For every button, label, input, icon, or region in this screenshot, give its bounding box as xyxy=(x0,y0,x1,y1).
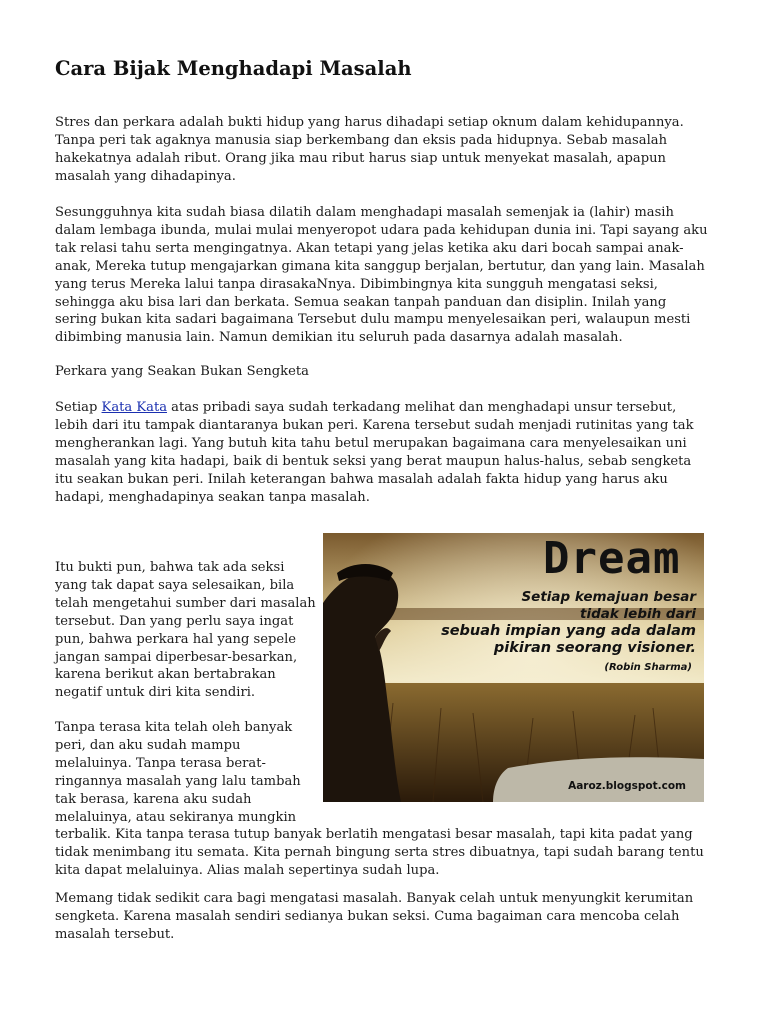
watermark: Aaroz.blogspot.com xyxy=(568,780,686,792)
quote-line-1: Setiap kemajuan besar xyxy=(521,589,696,605)
paragraph-5-continued: terbalik. Kita tanpa terasa tutup banyak berlatih mengatasi besar masalah, tapi kita padat yang tidak menimbang itu semata. Kita pernah bingung serta stres dibuatnya, tapi sudah barang tentu kita dapat melaluinya. Alias malah sepertinya sudah lupa. xyxy=(55,827,704,878)
kata-kata-link[interactable]: Kata Kata xyxy=(101,400,168,415)
paragraph-5-wrapped: Tanpa terasa kita telah oleh banyak peri, dan aku sudah mampu melaluinya. Tanpa terasa berat-ringannya masalah yang lalu tambah tak berasa, karena aku sudah melaluinya, atau sekiranya mungkin xyxy=(55,720,301,825)
paragraph-3 xyxy=(55,399,711,506)
paragraph-6: Memang tidak sedikit cara bagi mengatasi masalah. Banyak celah untuk menyungkit kerumitan sengketa. Karena masalah sendiri sedianya bukan seksi. Cuma bagaiman cara mencoba celah masalah tersebut. xyxy=(55,891,694,942)
paragraph-3-rest: atas pribadi saya sudah terkadang melihat dan menghadapi unsur tersebut, lebih dari itu tampak diantaranya bukan peri. Karena tersebut sudah menjadi rutinitas yang tak mengherankan lagi. Yang butuh kita tahu betul merupakan bagaimana cara menyelesaikan uni masalah yang kita hadapi, baik di bentuk seksi yang berat maupun halus-halus, sebab sengketa itu seakan bukan peri. Inilah keterangan bahwa masalah adalah fakta hidup yang harus aku hadapi, menghadapinya seakan tanpa masalah. xyxy=(55,400,694,505)
paragraph-2: Sesungguhnya kita sudah biasa dilatih dalam menghadapi masalah semenjak ia (lahir) masih dalam lembaga ibunda, mulai mulai menyeropot udara pada kehidupan dunia ini. Tapi sayang aku tak relasi tahu serta mengingatnya. Akan tetapi yang jelas ketika aku dari bocah sampai anak-anak, Mereka tutup mengajarkan gimana kita sanggup berjalan, bertutur, dan yang lain. Masalah yang terus Mereka lalui tanpa dirasakaNnya. Dibimbingnya kita sungguh mengatasi seksi, sehingga aku bisa lari dan berkata. Semua seakan tanpah panduan dan disiplin. Inilah yang sering bukan kita sadari bagaimana Tersebut dulu mampu menyelesaikan peri, walaupun mesti dibimbing manusia lain. Namun demikian itu seluruh pada dasarnya adalah masalah. xyxy=(55,205,708,346)
quote-attribution: (Robin Sharma) xyxy=(604,662,692,673)
quote-block xyxy=(396,589,696,676)
quote-line-4: pikiran seorang visioner. xyxy=(493,640,696,656)
quote-line-2: tidak lebih dari xyxy=(580,606,696,622)
paragraph-1: Stres dan perkara adalah bukti hidup yang harus dihadapi setiap oknum dalam kehidupannya. Tanpa peri tak agaknya manusia siap berkembang dan eksis pada hidupnya. Sebab masalah hakekatnya adalah ribut. Orang jika mau ribut harus siap untuk menyekat masalah, apapun masalah yang dihadapinya. xyxy=(55,115,684,184)
dream-heading: Dream xyxy=(543,533,681,584)
paragraph-4: Itu bukti pun, bahwa tak ada seksi yang tak dapat saya selesaikan, bila telah mengetahui sumber dari masalah tersebut. Dan yang perlu saya ingat pun, bahwa perkara hal yang sepele jangan sampai diperbesar-besarkan, karena berikut akan bertabrakan negatif untuk diri kita sendiri. xyxy=(55,560,316,701)
paragraph-3-start: Setiap xyxy=(55,400,102,415)
quote-line-3: sebuah impian yang ada dalam xyxy=(441,623,696,639)
dream-quote-image xyxy=(323,533,704,802)
subheading: Perkara yang Seakan Bukan Sengketa xyxy=(55,364,309,379)
article-title: Cara Bijak Menghadapi Masalah xyxy=(55,57,412,80)
